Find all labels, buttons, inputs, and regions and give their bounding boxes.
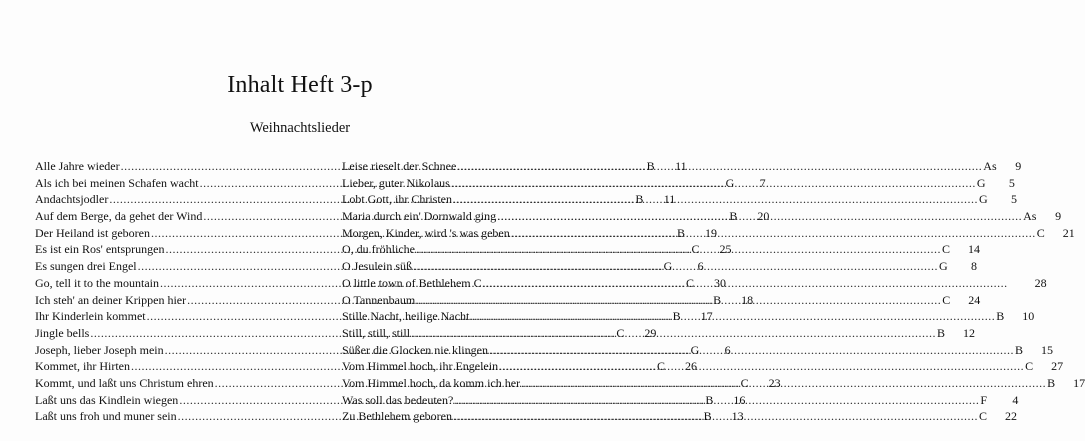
song-key: C <box>941 242 950 257</box>
contents-entry <box>342 258 977 275</box>
song-title: Lieber, guter Nikolaus <box>342 175 450 190</box>
page-number: 16 <box>733 392 746 407</box>
song-key: B <box>937 325 946 340</box>
song-key: G <box>725 175 735 190</box>
song-key: B <box>646 159 655 173</box>
song-key: B <box>672 309 681 324</box>
page-number: 23 <box>768 375 781 390</box>
page-number: 21 <box>1062 225 1075 240</box>
page-number: 7 <box>759 175 766 190</box>
page-number: 25 <box>719 242 732 257</box>
contents-entry <box>342 342 1053 359</box>
song-key: B <box>676 225 685 240</box>
page-number: 19 <box>704 225 717 240</box>
dot-leader <box>521 375 1046 392</box>
dot-leader <box>411 325 936 342</box>
song-key: C <box>978 409 987 424</box>
page-number: 18 <box>741 292 754 307</box>
song-title: Maria durch ein' Dornwald ging <box>342 209 497 224</box>
song-key: B <box>1047 375 1056 390</box>
song-key: C <box>685 275 694 290</box>
song-title: Ich steh' an deiner Krippen hier <box>35 292 187 307</box>
page-number: 4 <box>1012 392 1019 407</box>
page-number: 9 <box>1055 209 1062 224</box>
page-number: 27 <box>1051 359 1064 374</box>
page-number: 8 <box>971 259 977 274</box>
song-title: Laßt uns froh und muner sein <box>35 409 177 424</box>
page-number: 20 <box>757 209 770 224</box>
song-title: Laßt uns das Kindlein wiegen <box>35 392 179 407</box>
song-title: Go, tell it to the mountain <box>35 275 159 290</box>
song-title: Kommet, ihr Hirten <box>35 359 130 374</box>
dot-leader <box>451 175 976 192</box>
dot-leader <box>453 191 978 208</box>
song-title: Als ich bei meinen Schafen wacht <box>35 175 199 190</box>
song-key: C <box>691 242 700 257</box>
song-title: Vom Himmel hoch, ihr Engelein <box>342 359 499 374</box>
page-number: 6 <box>724 342 731 357</box>
page-number: 13 <box>731 409 744 424</box>
dot-leader <box>511 225 1036 242</box>
song-key: G <box>979 192 988 207</box>
dot-leader <box>457 158 982 175</box>
page-number: 30 <box>713 275 726 290</box>
song-title: Es ist ein Ros' entsprungen <box>35 242 165 257</box>
song-key: C <box>942 292 951 307</box>
song-key: G <box>690 342 700 357</box>
song-title: Morgen, Kinder, wird 's was geben <box>342 225 510 240</box>
song-key: B <box>705 392 714 407</box>
page-number: 5 <box>1011 192 1017 207</box>
page-number: 17 <box>700 309 713 324</box>
song-key: G <box>939 259 948 274</box>
song-key: C <box>1025 359 1034 374</box>
song-title: Andachtsjodler <box>35 192 109 207</box>
song-key: B <box>713 292 722 307</box>
song-title: Der Heiland ist geboren <box>35 225 150 240</box>
page-number: 29 <box>644 325 657 340</box>
song-title: O little town of Bethlehem C <box>342 275 482 290</box>
song-title: Joseph, lieber Joseph mein <box>35 342 164 357</box>
contents-entry <box>342 175 1015 192</box>
page-number: 15 <box>1040 342 1053 357</box>
page-number: 24 <box>968 292 981 307</box>
dot-leader <box>499 358 1024 375</box>
page-number: 11 <box>663 192 676 207</box>
page-title: Inhalt Heft 3-p <box>227 72 373 98</box>
dot-leader <box>416 292 941 309</box>
dot-leader <box>497 208 1022 225</box>
dot-leader <box>416 241 941 258</box>
song-title: Lobt Gott, ihr Christen <box>342 192 452 207</box>
song-key: B <box>703 409 712 424</box>
page-number: 10 <box>1022 309 1035 324</box>
song-key: B <box>996 309 1005 324</box>
dot-leader <box>454 392 979 409</box>
song-title: Süßer die Glocken nie klingen <box>342 342 488 357</box>
song-key: C <box>616 325 625 340</box>
song-title: O Jesulein süß <box>342 259 412 274</box>
song-key: F <box>980 392 988 407</box>
song-title: Still, still, still <box>342 325 411 340</box>
section-subtitle: Weihnachtslieder <box>249 120 351 136</box>
song-title: Vom Himmel hoch, da komm ich her <box>342 375 521 390</box>
song-key: As <box>1023 209 1037 224</box>
song-title: Jingle bells <box>35 325 90 340</box>
page-number: 22 <box>1004 409 1017 424</box>
song-title: O, du fröhliche <box>342 242 415 257</box>
song-key: B <box>1014 342 1023 357</box>
song-key: C <box>1036 225 1045 240</box>
page-number: 11 <box>675 159 687 173</box>
dot-leader <box>413 258 938 275</box>
song-title: Es sungen drei Engel <box>35 259 137 274</box>
page-number: 6 <box>697 259 704 274</box>
page-number: 28 <box>1034 275 1047 290</box>
page-number: 14 <box>967 242 980 257</box>
page-number: 17 <box>1073 375 1085 390</box>
song-key: C <box>656 359 665 374</box>
song-key: B <box>729 209 738 224</box>
song-key: G <box>976 175 986 190</box>
dot-leader <box>489 342 1014 359</box>
dot-leader <box>483 275 1008 292</box>
page-number: 12 <box>963 325 976 340</box>
song-title: Zu Bethlehem geboren <box>342 409 452 424</box>
song-title: Leise rieselt der Schnee <box>342 159 457 173</box>
song-title: Was soll das bedeuten? <box>342 392 454 407</box>
song-title: Ihr Kinderlein kommet <box>35 309 146 324</box>
dot-leader <box>470 308 995 325</box>
song-key: B <box>635 192 644 207</box>
song-key: C <box>740 375 749 390</box>
song-title: Alle Jahre wieder <box>35 159 120 173</box>
song-title: Auf dem Berge, da gehet der Wind <box>35 209 203 224</box>
song-key: As <box>983 159 997 173</box>
dot-leader <box>453 408 978 425</box>
song-title: O Tannenbaum <box>342 292 416 307</box>
song-title: Stille Nacht, heilige Nacht <box>342 309 470 324</box>
page-number: 5 <box>1008 175 1015 190</box>
page-number: 26 <box>684 359 697 374</box>
song-title: Kommt, und laßt uns Christum ehren <box>35 375 214 390</box>
song-key: G <box>663 259 673 274</box>
page-number: 9 <box>1015 159 1022 173</box>
